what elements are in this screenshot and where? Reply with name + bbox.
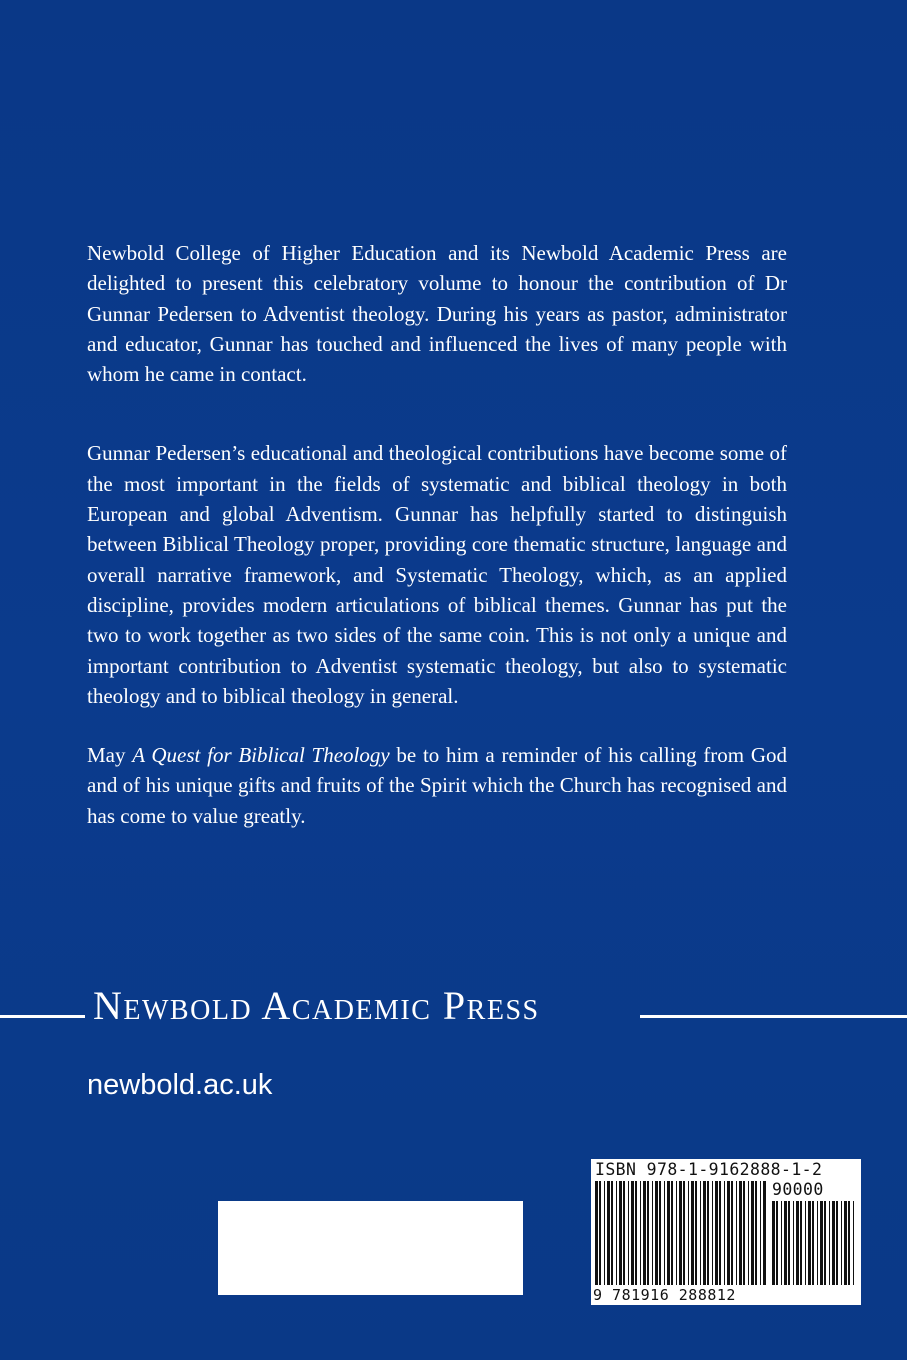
barcode-bar	[796, 1201, 799, 1285]
barcode-bar	[712, 1181, 713, 1285]
barcode-bar	[628, 1181, 629, 1285]
barcode-bar	[595, 1181, 598, 1285]
barcode-bar	[812, 1201, 814, 1285]
barcode-bar	[731, 1181, 733, 1285]
publisher-banner	[0, 978, 907, 1038]
ean-digits: 9 781916 288812	[593, 1286, 736, 1304]
barcode-bar	[683, 1181, 685, 1285]
barcode-bar	[743, 1181, 745, 1285]
blank-label-box	[218, 1201, 523, 1295]
barcode-bar	[679, 1181, 682, 1285]
barcode-bar	[619, 1181, 622, 1285]
barcode-bar	[760, 1181, 761, 1285]
barcode-bar	[616, 1181, 617, 1285]
barcode-bar	[793, 1201, 794, 1285]
barcode-bar	[700, 1181, 701, 1285]
barcode-bar	[667, 1181, 670, 1285]
barcode-bar	[676, 1181, 677, 1285]
book-title-italic: A Quest for Biblical Theology	[132, 743, 390, 768]
barcode-bar	[659, 1181, 661, 1285]
barcode-bar	[772, 1201, 775, 1285]
barcode-bar	[691, 1181, 694, 1285]
blurb-paragraph-1: Newbold College of Higher Education and its Newbold Academic Press are delighted to present this celebratory volume to honour the contribution of Dr Gunnar Pedersen to Adventist theology. During his years as pastor, administrator and educator, Gunnar has touched and influenced the lives of many people with whom he came in contact.	[87, 241, 787, 387]
barcode-bar	[703, 1181, 706, 1285]
barcode-bar	[652, 1181, 653, 1285]
barcode-bar	[808, 1201, 811, 1285]
isbn-barcode	[591, 1159, 861, 1305]
barcode-bar	[824, 1201, 826, 1285]
barcode-bar	[604, 1181, 605, 1285]
barcode-bar	[707, 1181, 709, 1285]
barcode-bar	[724, 1181, 725, 1285]
publisher-name: Newbold Academic Press	[93, 983, 540, 1028]
blurb-paragraph-3	[87, 740, 787, 831]
barcode-bar	[817, 1201, 818, 1285]
barcode-bar	[599, 1181, 601, 1285]
barcode-bar	[832, 1201, 835, 1285]
barcode-bar	[736, 1181, 737, 1285]
barcode-bar	[788, 1201, 790, 1285]
barcode-bar	[784, 1201, 787, 1285]
blurb-text	[87, 238, 787, 831]
barcode-bar	[643, 1181, 646, 1285]
barcode-bar	[715, 1181, 718, 1285]
barcode-bar	[781, 1201, 782, 1285]
barcode-bar	[805, 1201, 806, 1285]
barcode-bar	[655, 1181, 658, 1285]
barcode-bar	[820, 1201, 823, 1285]
barcode-bar	[611, 1181, 613, 1285]
price-addon-label: 90000	[772, 1180, 824, 1199]
barcode-bar	[695, 1181, 697, 1285]
barcode-bar	[800, 1201, 802, 1285]
blurb-paragraph-2: Gunnar Pedersen’s educational and theological contributions have become some of the most important in the fields of systematic and biblical theology in both European and global Adventism. Gunnar has helpfully started to distinguish between Biblical Theology proper, providing core thematic structure, language and overall narrative framework, and Systematic Theology, which, as an applied discipline, provides modern articulations of biblical themes. Gunnar has put the two to work together as two sides of the same coin. This is not only a unique and important contribution to Adventist systematic theology, but also to systematic theology and to biblical theology in general.	[87, 441, 787, 708]
ean-barcode-bars	[595, 1181, 767, 1285]
barcode-bar	[763, 1181, 766, 1285]
barcode-bar	[844, 1201, 847, 1285]
barcode-bar	[829, 1201, 830, 1285]
blurb-p3-end: be to him a reminder of his calling from God and of his unique gifts and fruits of the Spirit which the Church has recognised and has come to value greatly.	[87, 743, 787, 828]
barcode-bar	[727, 1181, 730, 1285]
publisher-website: newbold.ac.uk	[87, 1069, 273, 1101]
barcode-bar	[853, 1201, 854, 1285]
barcode-bar	[647, 1181, 649, 1285]
barcode-bar	[751, 1181, 754, 1285]
barcode-bar	[688, 1181, 689, 1285]
barcode-bar	[631, 1181, 634, 1285]
barcode-bar	[739, 1181, 742, 1285]
barcode-bar	[640, 1181, 641, 1285]
barcode-bar	[848, 1201, 850, 1285]
divider-right	[640, 1015, 907, 1018]
barcode-bar	[836, 1201, 838, 1285]
barcode-bar	[607, 1181, 610, 1285]
barcode-bar	[755, 1181, 757, 1285]
isbn-label: ISBN 978-1-9162888-1-2	[595, 1160, 823, 1179]
barcode-bar	[719, 1181, 721, 1285]
blurb-p3-start: May	[87, 743, 133, 768]
barcode-bar	[776, 1201, 778, 1285]
divider-left	[0, 1015, 85, 1018]
barcode-bar	[664, 1181, 665, 1285]
barcode-bar	[635, 1181, 637, 1285]
barcode-bar	[623, 1181, 625, 1285]
barcode-bar	[671, 1181, 673, 1285]
addon-barcode-bars	[772, 1201, 856, 1285]
barcode-bar	[748, 1181, 749, 1285]
barcode-bar	[841, 1201, 842, 1285]
